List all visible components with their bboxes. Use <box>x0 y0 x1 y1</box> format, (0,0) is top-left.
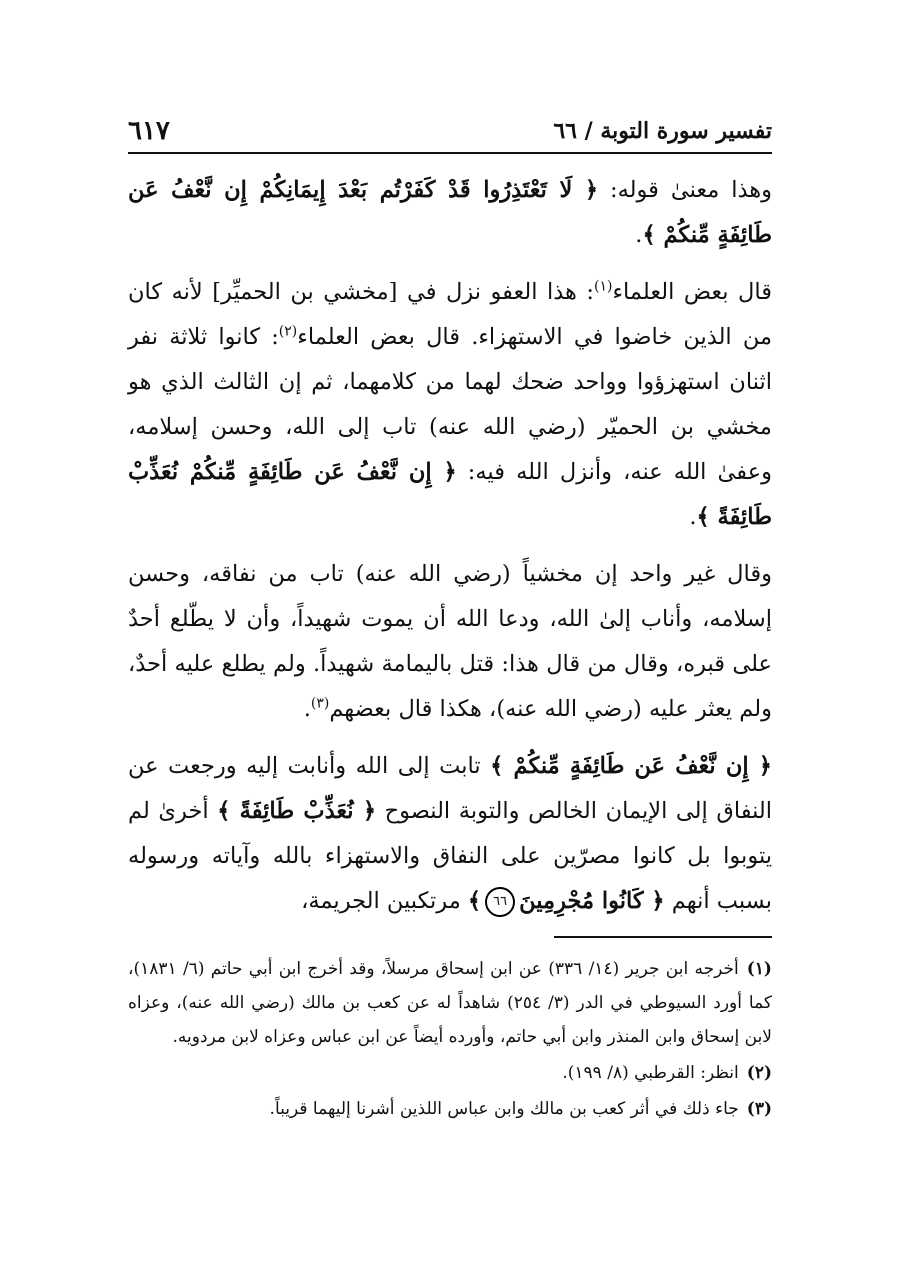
paragraph-text: أخرىٰ لم يتوبوا بل كانوا مصرّين على النفاق والاستهزاء بالله وآياته ورسوله بسبب أنهم <box>128 798 772 914</box>
footnote-text: جاء ذلك في أثر كعب بن مالك وابن عباس اللذين أشرنا إليهما قريباً. <box>269 1099 739 1119</box>
paragraph-text: تابت إلى الله وأنابت إليه ورجعت عن النفاق إلى الإيمان الخالص والتوبة النصوح <box>128 753 772 824</box>
footnote-item <box>128 1092 772 1126</box>
running-title: تفسير سورة التوبة / ٦٦ <box>553 118 772 144</box>
paragraph-text: : كانوا ثلاثة نفر اثنان استهزؤوا وواحد ضحك لهما من كلامهما، ثم إن الثالث الذي هو مخشي بن الحميّر (رضي الله عنه) تاب إلى الله، وحسن إسلامه، وعفىٰ الله عنه، وأنزل الله فيه: <box>128 324 772 485</box>
paragraph-3 <box>128 552 772 732</box>
paragraph-text: مرتكبين الجريمة، <box>301 888 468 914</box>
quran-quote: ﴿ لَا تَعْتَذِرُوا قَدْ كَفَرْتُم بَعْدَ إِيمَانِكُمْ إِن نَّعْفُ عَن طَائِفَةٍ مِّنكُمْ ﴾ <box>128 177 772 248</box>
footnote-number: (٣) <box>746 1099 772 1119</box>
footnote-number: (٢) <box>746 1063 772 1083</box>
paragraph-text: . <box>303 696 311 722</box>
paragraph-2 <box>128 270 772 540</box>
main-text <box>128 168 772 936</box>
footnote-item <box>128 952 772 1054</box>
footnote-divider <box>554 936 772 938</box>
footnote-text: انظر: القرطبي (٨/ ١٩٩). <box>562 1063 739 1083</box>
paragraph-text: . <box>689 504 697 530</box>
paragraph-text: : هذا العفو نزل في [مخشي بن الحميِّر] لأنه كان من الذين خاضوا في الاستهزاء. قال بعض العلماء <box>128 279 773 350</box>
footnotes <box>128 952 772 1128</box>
quran-quote: ﴿ إِن نَّعْفُ عَن طَائِفَةٍ مِّنكُمْ ﴾ <box>490 753 772 779</box>
footnote-text: أخرجه ابن جرير (١٤/ ٣٣٦) عن ابن إسحاق مرسلاً، وقد أخرج ابن أبي حاتم (٦/ ١٨٣١)، كما أورد السيوطي في الدر (٣/ ٢٥٤) شاهداً له عن كعب بن مالك (رضي الله عنه)، وعزاه لابن إسحاق وابن المنذر وابن أبي حاتم، وأورده أيضاً عن ابن عباس وعزاه لابن مردويه. <box>128 959 772 1047</box>
ayah-number-icon: ٦٦ <box>485 887 515 917</box>
page-number: ٦١٧ <box>128 116 170 146</box>
footnote-item <box>128 1056 772 1090</box>
paragraph-text: وقال غير واحد إن مخشياً (رضي الله عنه) تاب من نفاقه، وحسن إسلامه، وأناب إلىٰ الله، ودعا الله أن يموت شهيداً، وأن لا يطّلع أحدٌ على قبره، وقال من قال هذا: قتل باليمامة شهيداً. ولم يطلع عليه أحدٌ، ولم يعثر عليه (رضي الله عنه)، هكذا قال بعضهم <box>128 561 772 722</box>
paragraph-text: وهذا معنىٰ قوله: <box>598 177 772 203</box>
quran-quote-close: ﴾ <box>467 888 482 914</box>
quran-quote: ﴿ إِن نَّعْفُ عَن طَائِفَةٍ مِّنكُمْ نُعَذِّبْ طَائِفَةً ﴾ <box>128 459 772 530</box>
running-header <box>128 112 772 154</box>
paragraph-text: قال بعض العلماء <box>612 279 772 305</box>
footnote-number: (١) <box>746 959 772 979</box>
paragraph-1 <box>128 168 772 258</box>
paragraph-text: . <box>635 222 643 248</box>
footnote-ref[interactable]: (٣) <box>310 695 330 712</box>
footnote-ref[interactable]: (٢) <box>278 323 298 340</box>
paragraph-4 <box>128 744 772 924</box>
quran-quote: ﴿ كَانُوا مُجْرِمِينَ <box>519 888 665 914</box>
quran-quote: ﴿ نُعَذِّبْ طَائِفَةً ﴾ <box>217 798 377 824</box>
footnote-ref[interactable]: (١) <box>594 278 613 295</box>
